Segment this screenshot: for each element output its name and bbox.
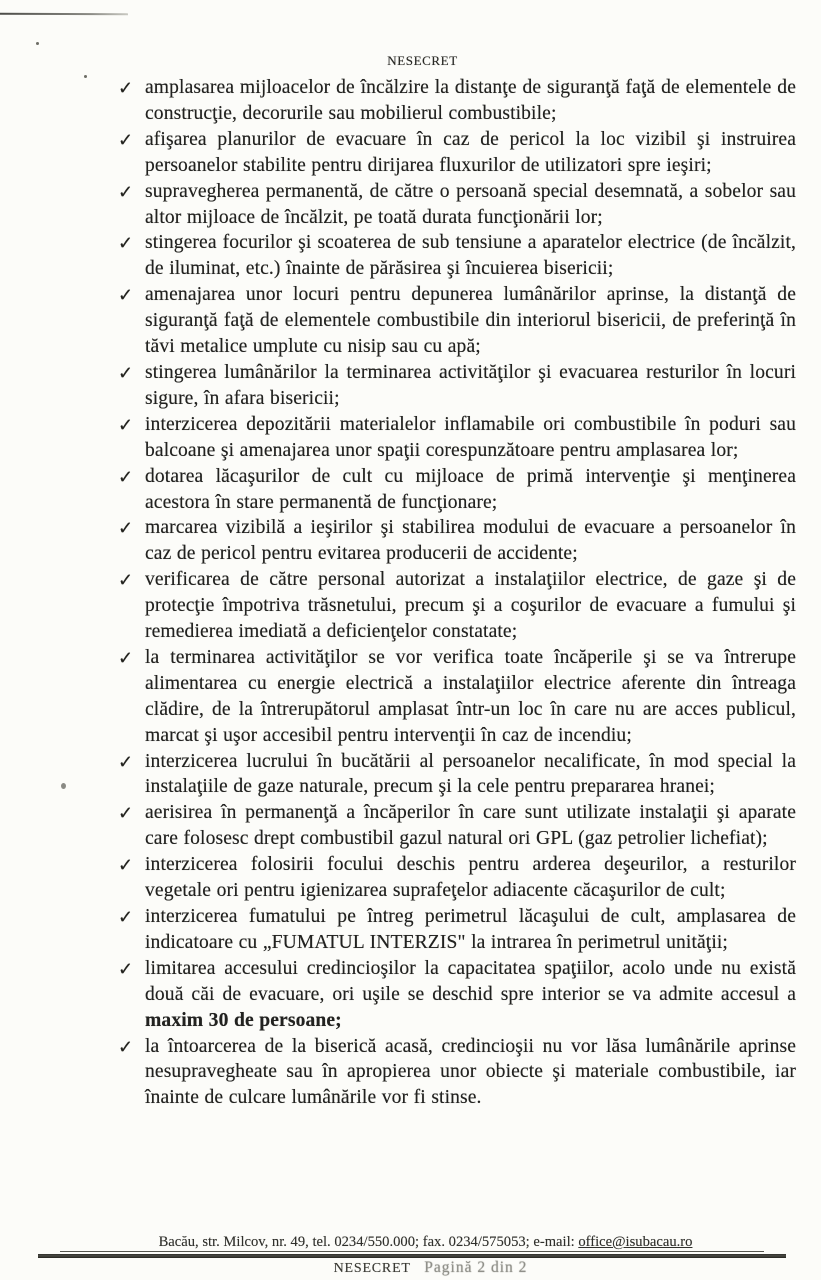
checkmark-icon: ✓ [118,285,134,306]
list-item [117,360,796,412]
checkmark-icon: ✓ [118,129,134,150]
bullet-list [117,75,796,1111]
list-item [117,75,796,127]
list-item [117,1034,796,1112]
list-item [117,179,796,231]
list-item-text: dotarea lăcaşurilor de cult cu mijloace de primă intervenţie şi menţinerea acestora în stare permanentă de funcţionare; [145,465,796,513]
footer-rule-thin [60,1251,764,1252]
classification-header: NESECRET [387,53,458,68]
classification-footer: NESECRET [333,1261,411,1276]
list-item-text: interzicerea folosirii focului deschis pentru arderea deşeurilor, a resturilor vegetale ori pentru igienizarea suprafeţelor adiacente căcaşurilor de cult; [145,854,796,902]
list-item-text: limitarea accesului credincioşilor la capacitatea spaţiilor, acolo unde nu există două căi de evacuare, ori uşile se deschid spre interior se va admite accesul a maxim 30 de persoane; [145,957,796,1031]
checkmark-icon: ✓ [118,518,134,539]
list-item-text: interzicerea fumatului pe întreg perimetrul lăcaşului de cult, amplasarea de indicatoare cu „FUMATUL INTERZIS" la intrarea în perimetrul unităţii; [145,906,796,953]
list-item-text: amplasarea mijloacelor de încălzire la distanţe de siguranţă faţă de elementele de construcţie, decorurile sau mobilierul combustibile; [145,77,796,124]
list-item-text: interzicerea depozitării materialelor inflamabile ori combustibile în poduri sau balcoane şi amenajarea unor spaţii corespunzătoare pentru amplasarea lor; [145,413,796,461]
list-item [117,645,796,749]
list-item-text: afişarea planurilor de evacuare în caz de pericol la loc vizibil şi instruirea persoanelor stabilite pentru dirijarea fluxurilor de utilizatori spre ieşiri; [145,128,796,176]
scan-speck [36,42,39,45]
list-item [117,230,796,282]
footer-address [30,1234,821,1251]
checkmark-icon: ✓ [118,466,134,487]
footer-email-link[interactable]: office@isubacau.ro [578,1234,693,1250]
checkmark-icon: ✓ [118,570,134,591]
checkmark-icon: ✓ [118,751,134,772]
checkmark-icon: ✓ [118,907,134,927]
list-item-text: stingerea focurilor şi scoaterea de sub tensiune a aparatelor electrice (de încălzit, de iluminat, etc.) înainte de părăsirea şi încuierea bisericii; [145,232,796,280]
footer-address-text: Bacău, str. Milcov, nr. 49, tel. 0234/550.000; fax. 0234/575053; e-mail: [158,1234,579,1250]
list-item [117,956,796,1034]
list-item-text: marcarea vizibilă a ieşirilor şi stabilirea modului de evacuare a persoanelor în caz de pericol pentru evitarea producerii de accidente; [145,517,796,565]
list-item-text: verificarea de către personal autorizat a instalaţiilor electrice, de gaze şi de protecţie împotriva trăsnetului, precum şi a coşurilor de evacuare a fumului şi remedierea imediată a deficienţelor constatate; [145,569,796,643]
list-item-text: amenajarea unor locuri pentru depunerea lumânărilor aprinse, la distanţă de siguranţă faţă de elementele combustibile din interiorul bisericii, de preferinţă în tăvi metalice umplute cu nisip sau cu apă; [145,284,796,358]
checkmark-icon: ✓ [118,414,134,435]
list-item [117,515,796,567]
page-number: Pagină 2 din 2 [424,1259,528,1276]
checkmark-icon: ✓ [118,78,134,98]
list-item [117,852,796,904]
list-item-text: aerisirea în permanenţă a încăperilor în care sunt utilizate instalaţii şi aparate care folosesc drept combustibil gazul natural ori GPL (gaz petrolier lichefiat); [145,802,796,850]
footer-rule-thick [38,1254,786,1258]
checkmark-icon: ✓ [118,1036,134,1057]
scan-speck [84,75,87,78]
checkmark-icon: ✓ [118,233,134,254]
footer-classification-row [40,1259,821,1277]
list-item [117,567,796,645]
checkmark-icon: ✓ [118,855,134,876]
list-item-text: la întoarcerea de la biserică acasă, credincioşii nu vor lăsa lumânările aprinse nesupravegheate sau în apropierea unor obiecte şi materiale combustibile, iar înainte de culcare lumânările vor fi stinse. [145,1035,796,1109]
list-item [117,464,796,516]
list-item-bold-text: maxim 30 de persoane; [145,1009,342,1031]
list-item [117,127,796,179]
list-item [117,904,796,956]
checkmark-icon: ✓ [118,958,134,979]
list-item [117,800,796,852]
list-item-text: supravegherea permanentă, de către o persoană special desemnată, a sobelor sau altor mijloace de încălzit, pe toată durata funcţionării lor; [145,180,796,228]
list-item [117,412,796,464]
list-item-text: la terminarea activităţilor se vor verifica toate încăperile şi se va întrerupe alimentarea cu energie electrică a instalaţiilor electrice aferente din întreaga clădire, de la întrerupătorul amplasat într-un loc în care nu are acces publicul, marcat şi uşor accesibil pentru intervenţii în caz de incendiu; [145,646,796,746]
checkmark-icon: ✓ [118,362,134,383]
list-item [117,749,796,801]
list-item-text: interzicerea lucrului în bucătării al persoanelor necalificate, în mod special la instalaţiile de gaze naturale, precum şi la cele pentru prepararea hranei; [145,750,796,798]
scan-speck [61,783,66,789]
checkmark-icon: ✓ [118,647,134,668]
checkmark-icon: ✓ [118,181,134,202]
scan-artifact-line [0,13,128,16]
checkmark-icon: ✓ [118,803,134,824]
list-item-text: stingerea lumânărilor la terminarea activităţilor şi evacuarea resturilor în locuri sigure, în afara bisericii; [145,361,796,409]
list-item [117,282,796,360]
